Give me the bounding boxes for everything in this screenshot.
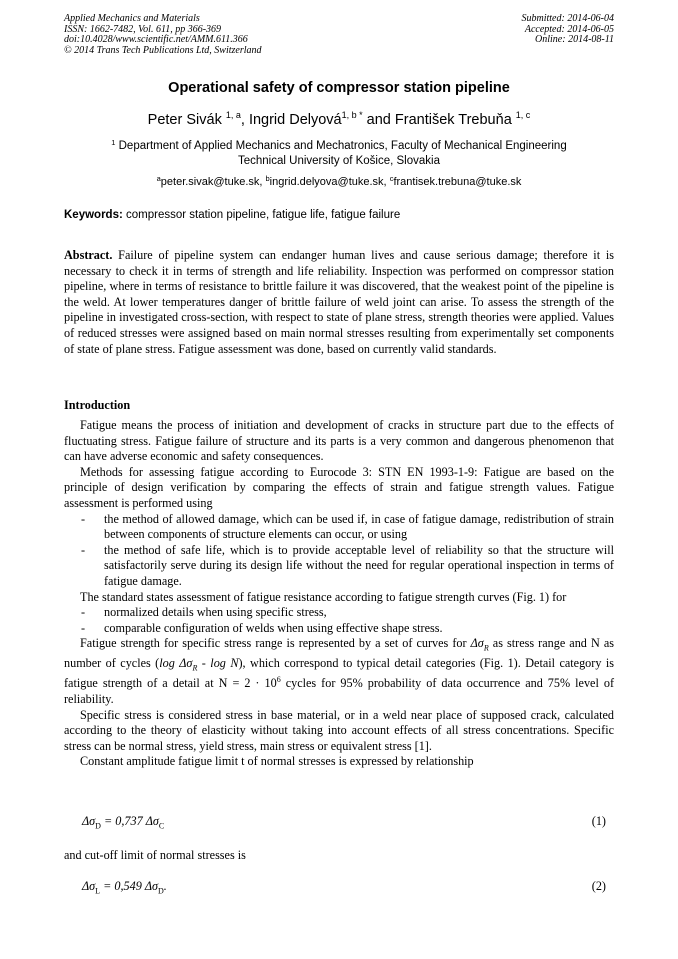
author-separator: and (362, 112, 395, 128)
list-item (64, 605, 614, 621)
affiliation-line-2: Technical University of Košice, Slovakia (238, 155, 440, 167)
eq-tail: . (163, 879, 167, 893)
equation-2-number: (2) (591, 879, 606, 893)
author-3: František Trebuňa (394, 112, 512, 128)
author-emails (0, 176, 678, 188)
email-b[interactable]: ingrid.delyova@tuke.sk, (269, 176, 390, 188)
list-dash: - (81, 620, 86, 635)
paragraph: Constant amplitude fatigue limit t of normal stresses is expressed by relationship (80, 754, 474, 769)
submission-dates (522, 14, 615, 46)
paragraph: Specific stress is considered stress in base material, or in a weld near place of supposed crack, calculated according to the theory of elasticity without taking into account effects of all stress concentrations. Specific stress can be normal stress, yield stress, main stress or equivalent stress [1]. (64, 707, 614, 753)
affiliation-sup: 1 (111, 138, 116, 147)
email-c-sup: c (389, 174, 394, 183)
affiliation-line-1: Department of Applied Mechanics and Mechatronics, Faculty of Mechanical Engineering (118, 140, 567, 152)
math-symbol: - log N (197, 656, 239, 671)
email-c[interactable]: frantisek.trebuna@tuke.sk (393, 176, 522, 188)
introduction-body (64, 418, 614, 770)
text-run: Fatigue strength for specific stress range is represented by a set of curves for (80, 636, 471, 651)
email-a-sup: a (156, 174, 161, 183)
keywords (64, 209, 614, 221)
journal-copyright: © 2014 Trans Tech Publications Ltd, Switzerland (64, 44, 262, 56)
author-separator: , (240, 112, 249, 128)
paragraph: The standard states assessment of fatigue resistance according to fatigue strength curves (Fig. 1) for (80, 589, 567, 604)
submitted-date: Submitted: 2014-06-04 (521, 13, 614, 24)
author-1: Peter Sivák (147, 112, 222, 128)
list-item-text: the method of safe life, which is to provide acceptable level of reliability so that the structure will satisfactorily serve during its design life without the need for regular operational inspection in terms of fatigue damage. (104, 542, 614, 588)
online-date: Online: 2014-08-11 (535, 34, 614, 46)
text-run: ), which correspond to typical detail categories (Fig. 1). Detail category is fatigue strength of a detail at (64, 656, 614, 691)
math-sub: R (192, 663, 198, 673)
math-symbol: Δσ (470, 636, 484, 651)
eq-lhs: Δσ (82, 879, 96, 893)
paragraph (64, 636, 614, 707)
accepted-date: Accepted: 2014-06-05 (524, 23, 614, 35)
abstract (64, 248, 614, 357)
list-dash: - (81, 605, 86, 620)
keywords-label: Keywords: (64, 209, 123, 221)
eq-lhs-sub: L (95, 886, 101, 896)
list-item (64, 543, 614, 590)
journal-info (64, 14, 262, 56)
list-item-text: comparable configuration of welds when using effective shape stress. (104, 620, 443, 635)
text-run: as stress range and N as number of cycles ( (64, 636, 614, 671)
list-item-text: the method of allowed damage, which can be used if, in case of fatigue damage, redistribution of strain between components of structure elements can occur, or using (104, 511, 614, 542)
list-item (64, 621, 614, 637)
author-list (0, 112, 678, 128)
eq-rhs-sub: D (158, 886, 164, 896)
author-1-sup: 1, a (225, 110, 241, 120)
author-2: Ingrid Delyová (248, 112, 342, 128)
paragraph: and cut-off limit of normal stresses is (64, 848, 246, 862)
author-3-sup: 1, c (515, 110, 531, 120)
list-dash: - (81, 511, 86, 526)
email-a[interactable]: peter.sivak@tuke.sk, (160, 176, 266, 188)
equation-2-math (82, 879, 167, 895)
inline-math (159, 656, 239, 673)
abstract-text: Failure of pipeline system can endanger human lives and cause serious damage; therefore it is necessary to check it in terms of strength and life reliability. Inspection was performed on compressor station pipeline, where in terms of resistance to brittle failure it was discovered, that the weakest point of the pipeline is the weld. At lower temperatures danger of brittle failure of weld joint can arise. To assess the strength of the pipeline in investigated cross-section, with respect to state of plane stress, strength theories were applied. Values of reduced stresses were assigned based on main normal stresses resulting from experimentally set components of state of plane stress. Fatigue assessment was done, based on currently valid standards. (64, 248, 614, 356)
equation-1-math (82, 814, 164, 830)
list-dash: - (81, 542, 86, 557)
method-list (64, 512, 614, 590)
math-sub: R (483, 643, 489, 653)
eq-lhs: Δσ (82, 814, 96, 828)
inline-math: N = 2 · 10 (218, 676, 277, 691)
inline-math (470, 636, 489, 653)
list-item (64, 512, 614, 543)
email-b-sup: b (265, 174, 270, 183)
section-heading-introduction: Introduction (64, 398, 131, 412)
abstract-label: Abstract. (64, 248, 113, 262)
eq-lhs-sub: D (95, 821, 101, 831)
equation-1-number: (1) (591, 814, 606, 828)
paragraph: Fatigue means the process of initiation and development of cracks in structure part due to the effects of fluctuating stress. Fatigue failure of structure and its parts is a very common and dangerous phenomenon that can have adverse economic and safety consequences. (64, 418, 614, 464)
list-item-text: normalized details when using specific stress, (104, 605, 327, 620)
math-exponent: 6 (276, 675, 281, 685)
math-symbol: log Δσ (159, 656, 193, 671)
keywords-text: compressor station pipeline, fatigue life, fatigue failure (122, 209, 401, 221)
journal-doi: doi:10.4028/www.scientific.net/AMM.611.366 (64, 34, 248, 46)
author-2-sup: 1, b * (341, 110, 363, 120)
eq-rhs-sub: C (158, 821, 165, 831)
paragraph: Methods for assessing fatigue according to Eurocode 3: STN EN 1993-1-9: Fatigue are based on the principle of design verification by comparing the effects of strain and fatigue strength values. Fatigue assessment is performed using (64, 464, 614, 510)
eq-rhs: = 0,737 Δσ (100, 814, 159, 828)
journal-issn: ISSN: 1662-7482, Vol. 611, pp 366-369 (64, 23, 222, 35)
detail-list (64, 605, 614, 636)
affiliation (0, 139, 678, 169)
text-run: cycles for 95% probability of data occurrence and 75% level of reliability. (64, 676, 615, 706)
paper-title: Operational safety of compressor station pipeline (168, 80, 510, 96)
journal-name: Applied Mechanics and Materials (64, 13, 200, 24)
eq-rhs: = 0,549 Δσ (100, 879, 159, 893)
